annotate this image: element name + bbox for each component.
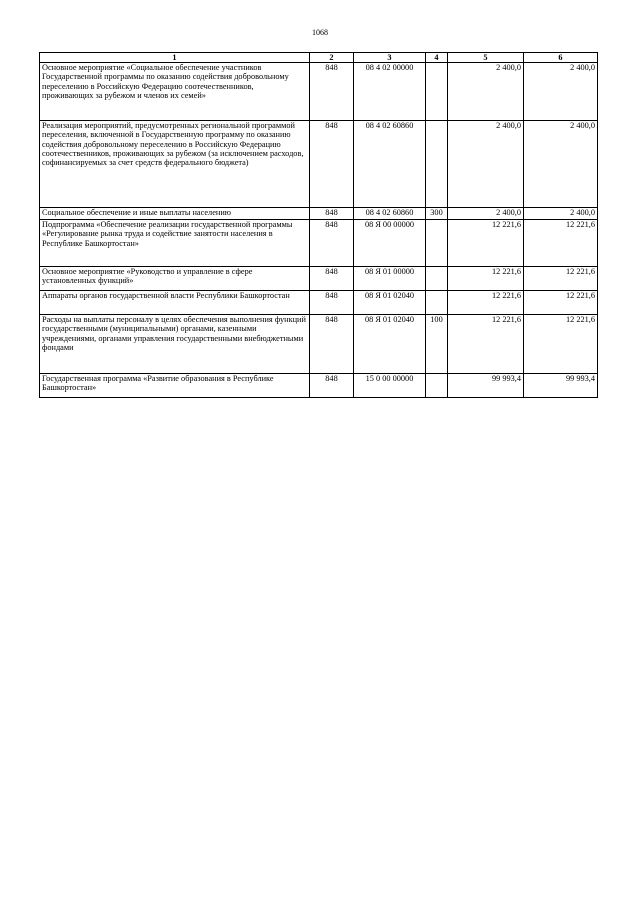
- amount-cell: 12 221,6: [524, 315, 598, 374]
- target-article-cell: 08 4 02 60860: [354, 208, 426, 220]
- table-row: [40, 121, 598, 208]
- row-name-cell: Реализация мероприятий, предусмотренных региональной программой переселения, включенной в Государственную программу по оказанию содействия добровольному переселению в Российскую Федерацию соотечественников, проживающих за рубежом (за исключением расходов, софинансируемых за счет средств федерального бюджета): [40, 121, 310, 208]
- ministry-code-cell: 848: [310, 220, 354, 267]
- target-article-cell: 08 4 02 00000: [354, 63, 426, 121]
- budget-table: [39, 52, 598, 398]
- table-row: [40, 267, 598, 291]
- table-row: [40, 220, 598, 267]
- expense-type-cell: [426, 220, 448, 267]
- table-header-row: [40, 53, 598, 63]
- page-number: 1068: [312, 28, 328, 37]
- expense-type-cell: [426, 63, 448, 121]
- amount-cell: 12 221,6: [448, 220, 524, 267]
- target-article-cell: 08 Я 01 02040: [354, 291, 426, 315]
- ministry-code-cell: 848: [310, 315, 354, 374]
- ministry-code-cell: 848: [310, 291, 354, 315]
- amount-cell: 12 221,6: [448, 267, 524, 291]
- amount-cell: 2 400,0: [448, 63, 524, 121]
- amount-cell: 12 221,6: [524, 291, 598, 315]
- column-header: 5: [448, 53, 524, 63]
- target-article-cell: 08 Я 01 02040: [354, 315, 426, 374]
- table-row: [40, 208, 598, 220]
- expense-type-cell: 100: [426, 315, 448, 374]
- amount-cell: 2 400,0: [448, 208, 524, 220]
- row-name-cell: Основное мероприятие «Руководство и управление в сфере установленных функций»: [40, 267, 310, 291]
- target-article-cell: 08 4 02 60860: [354, 121, 426, 208]
- amount-cell: 12 221,6: [524, 220, 598, 267]
- amount-cell: 2 400,0: [524, 63, 598, 121]
- amount-cell: 99 993,4: [448, 374, 524, 398]
- table-row: [40, 291, 598, 315]
- target-article-cell: 08 Я 00 00000: [354, 220, 426, 267]
- expense-type-cell: 300: [426, 208, 448, 220]
- amount-cell: 12 221,6: [448, 315, 524, 374]
- amount-cell: 99 993,4: [524, 374, 598, 398]
- column-header: 3: [354, 53, 426, 63]
- table-row: [40, 63, 598, 121]
- amount-cell: 2 400,0: [448, 121, 524, 208]
- amount-cell: 2 400,0: [524, 208, 598, 220]
- ministry-code-cell: 848: [310, 63, 354, 121]
- expense-type-cell: [426, 291, 448, 315]
- ministry-code-cell: 848: [310, 121, 354, 208]
- row-name-cell: Аппараты органов государственной власти Республики Башкортостан: [40, 291, 310, 315]
- amount-cell: 2 400,0: [524, 121, 598, 208]
- expense-type-cell: [426, 267, 448, 291]
- amount-cell: 12 221,6: [448, 291, 524, 315]
- row-name-cell: Подпрограмма «Обеспечение реализации государственной программы «Регулирование рынка труда и содействие занятости населения в Республике Башкортостан»: [40, 220, 310, 267]
- row-name-cell: Расходы на выплаты персоналу в целях обеспечения выполнения функций государственными (муниципальными) органами, казенными учреждениями, органами управления государственными внебюджетными фондами: [40, 315, 310, 374]
- expense-type-cell: [426, 374, 448, 398]
- column-header: 6: [524, 53, 598, 63]
- table-row: [40, 315, 598, 374]
- ministry-code-cell: 848: [310, 374, 354, 398]
- target-article-cell: 08 Я 01 00000: [354, 267, 426, 291]
- ministry-code-cell: 848: [310, 267, 354, 291]
- row-name-cell: Социальное обеспечение и иные выплаты населению: [40, 208, 310, 220]
- amount-cell: 12 221,6: [524, 267, 598, 291]
- target-article-cell: 15 0 00 00000: [354, 374, 426, 398]
- table-row: [40, 374, 598, 398]
- ministry-code-cell: 848: [310, 208, 354, 220]
- row-name-cell: Основное мероприятие «Социальное обеспечение участников Государственной программы по оказанию содействия добровольному переселению в Российскую Федерацию соотечественников, проживающих за рубежом и членов их семей»: [40, 63, 310, 121]
- column-header: 4: [426, 53, 448, 63]
- column-header: 2: [310, 53, 354, 63]
- expense-type-cell: [426, 121, 448, 208]
- row-name-cell: Государственная программа «Развитие образования в Республике Башкортостан»: [40, 374, 310, 398]
- column-header: 1: [40, 53, 310, 63]
